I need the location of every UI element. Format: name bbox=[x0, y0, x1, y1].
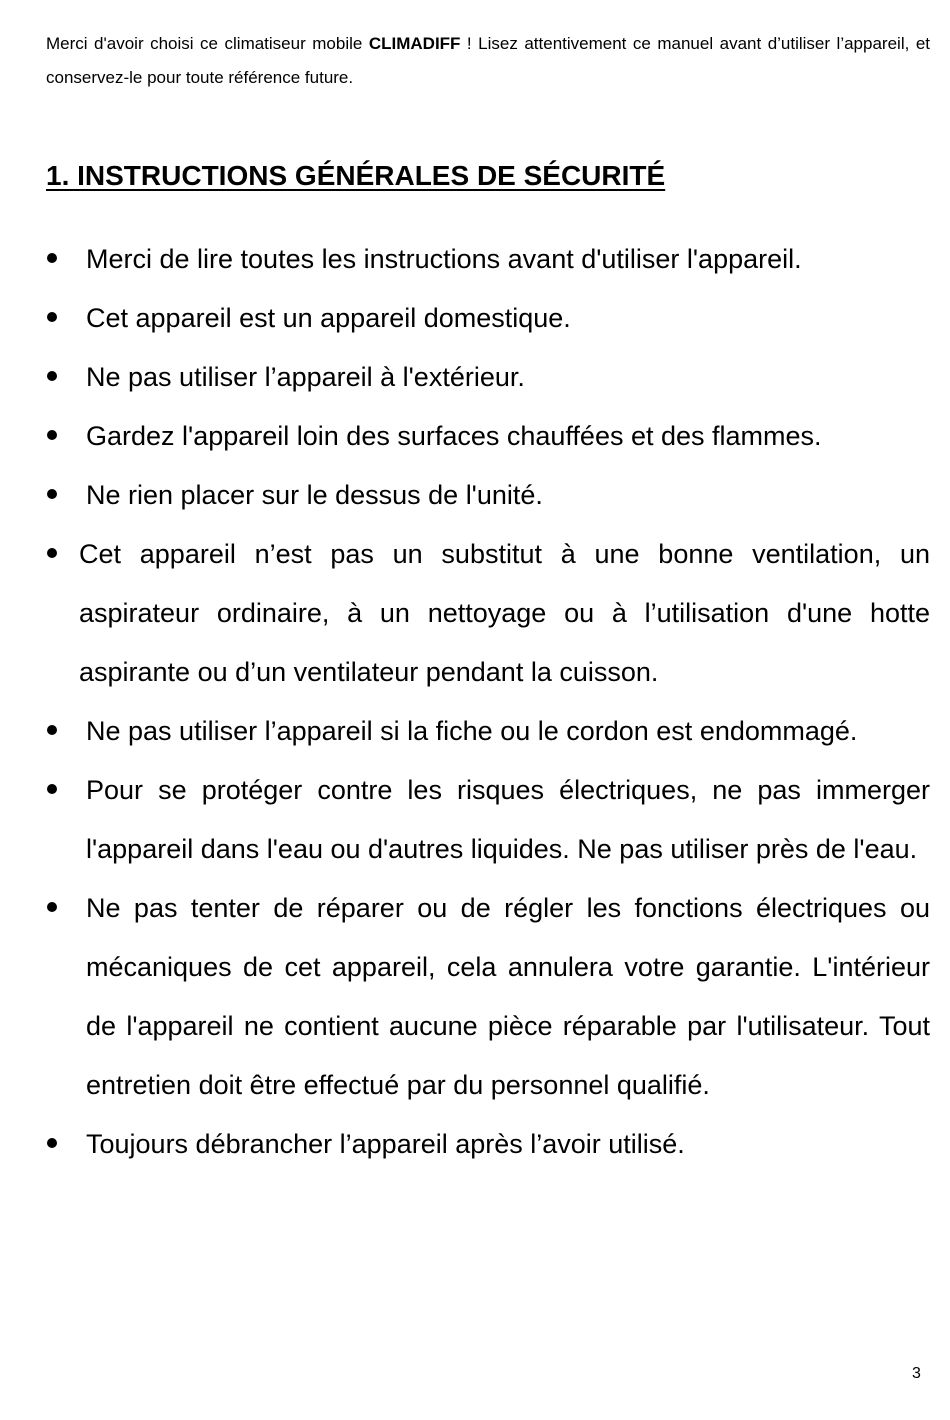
instruction-item bbox=[0, 289, 930, 348]
bullet-icon bbox=[47, 430, 57, 440]
bullet-icon bbox=[47, 548, 57, 558]
instruction-item bbox=[0, 407, 930, 466]
bullet-icon bbox=[47, 371, 57, 381]
bullet-icon bbox=[47, 902, 57, 912]
instruction-text: Ne pas utiliser l’appareil si la fiche ou le cordon est endommagé. bbox=[86, 716, 858, 746]
section-heading: 1. INSTRUCTIONS GÉNÉRALES DE SÉCURITÉ bbox=[46, 160, 666, 191]
bullet-icon bbox=[47, 725, 57, 735]
instruction-item bbox=[0, 702, 930, 761]
instruction-item bbox=[0, 348, 930, 407]
instruction-text: Cet appareil est un appareil domestique. bbox=[86, 303, 571, 333]
instruction-text: Cet appareil n’est pas un substitut à une bonne ventilation, un aspirateur ordinaire, à un nettoyage ou à l’utilisation d'une hotte aspirante ou d’un ventilateur pendant la cuisson. bbox=[79, 539, 930, 687]
bullet-icon bbox=[47, 784, 57, 794]
brand-name: CLIMADIFF bbox=[368, 34, 461, 53]
instruction-text: Gardez l'appareil loin des surfaces chauffées et des flammes. bbox=[86, 421, 822, 451]
instruction-item bbox=[0, 761, 930, 879]
instruction-text: Ne rien placer sur le dessus de l'unité. bbox=[86, 480, 543, 510]
bullet-icon bbox=[47, 1138, 57, 1148]
intro-text-after: ! Lisez attentivement ce manuel avant d’utiliser l’appareil, et conservez-le pour toute référence future. bbox=[46, 34, 930, 87]
instruction-item bbox=[0, 879, 930, 1115]
intro-paragraph bbox=[46, 27, 930, 95]
bullet-icon bbox=[47, 253, 57, 263]
instruction-item bbox=[0, 525, 930, 702]
intro-text-before: Merci d'avoir choisi ce climatiseur mobile bbox=[46, 34, 369, 53]
instruction-text: Toujours débrancher l’appareil après l’avoir utilisé. bbox=[86, 1129, 685, 1159]
safety-instructions-list bbox=[0, 230, 950, 1174]
instruction-item bbox=[0, 466, 930, 525]
instruction-item bbox=[0, 230, 930, 289]
bullet-icon bbox=[47, 489, 57, 499]
instruction-text: Ne pas utiliser l’appareil à l'extérieur. bbox=[86, 362, 525, 392]
instruction-text: Merci de lire toutes les instructions avant d'utiliser l'appareil. bbox=[86, 244, 802, 274]
instruction-text: Ne pas tenter de réparer ou de régler les fonctions électriques ou mécaniques de cet appareil, cela annulera votre garantie. L'intérieur de l'appareil ne contient aucune pièce réparable par l'utilisateur. Tout entretien doit être effectué par du personnel qualifié. bbox=[86, 893, 930, 1100]
instruction-text: Pour se protéger contre les risques électriques, ne pas immerger l'appareil dans l'eau ou d'autres liquides. Ne pas utiliser près de l'eau. bbox=[86, 775, 930, 864]
page-number: 3 bbox=[912, 1365, 921, 1382]
instruction-item bbox=[0, 1115, 930, 1174]
bullet-icon bbox=[47, 312, 57, 322]
